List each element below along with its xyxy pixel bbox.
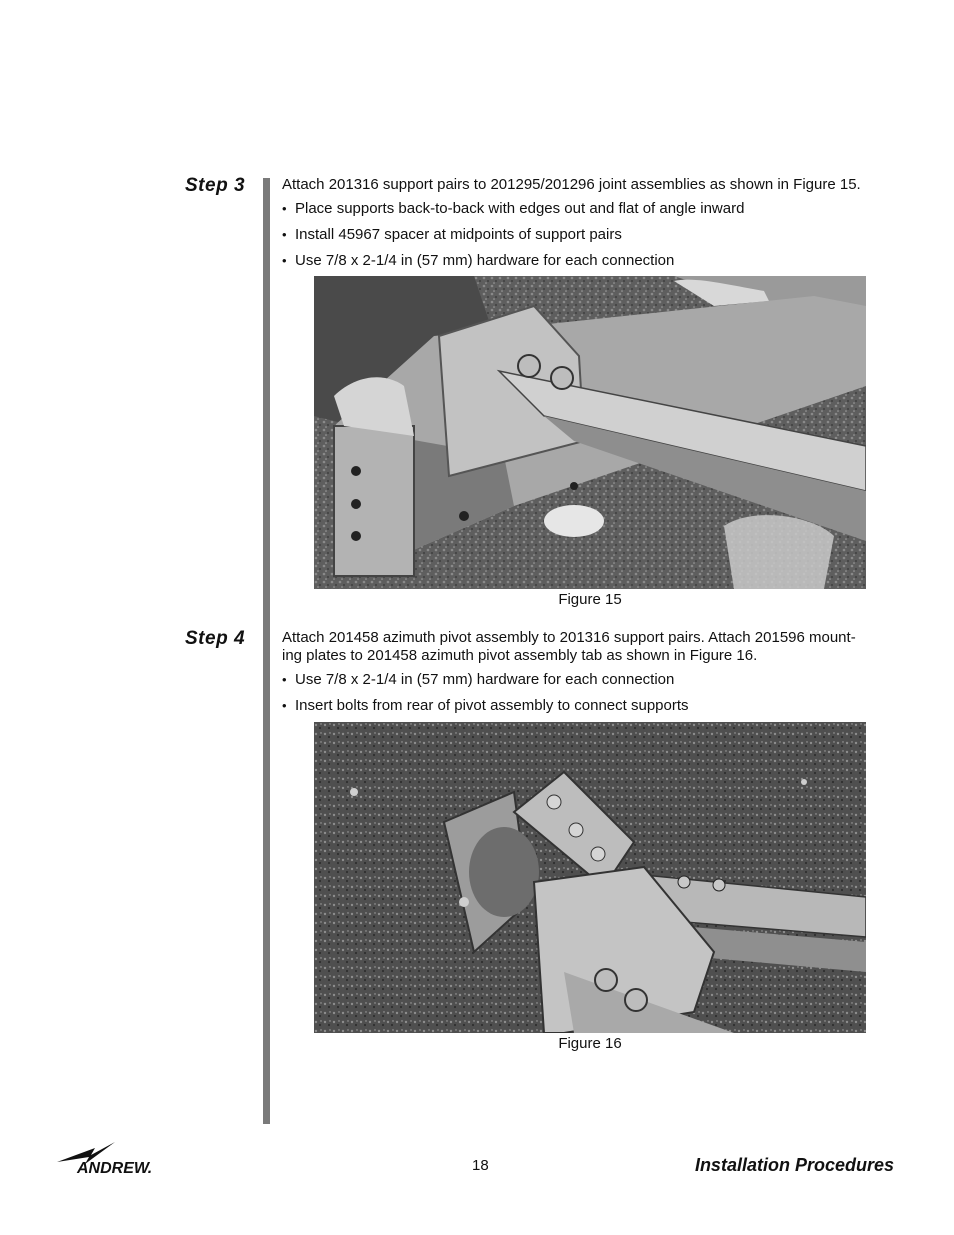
vertical-rule <box>263 178 270 1124</box>
step-3-bullet-2: • Install 45967 spacer at midpoints of support pairs <box>282 226 622 243</box>
step-3-label: Step 3 <box>185 175 246 196</box>
step-3-intro: Attach 201316 support pairs to 201295/201296 joint assemblies as shown in Figure 15. <box>282 176 861 193</box>
bullet-dot: • <box>282 253 287 268</box>
bullet-dot: • <box>282 201 287 216</box>
logo-text: ANDREW. <box>77 1160 153 1177</box>
figure-15-photo <box>314 276 866 589</box>
section-title: Installation Procedures <box>694 1155 894 1175</box>
step-4-intro-line-2: ing plates to 201458 azimuth pivot assembly tab as shown in Figure 16. <box>282 647 758 664</box>
page-number: 18 <box>472 1157 489 1174</box>
figure-16-caption: Figure 16 <box>558 1035 622 1052</box>
bullet-dot: • <box>282 698 287 713</box>
step-4-label: Step 4 <box>185 628 246 649</box>
figure-15-caption: Figure 15 <box>558 591 622 608</box>
step-4-bullet-2: • Insert bolts from rear of pivot assembly to connect supports <box>282 697 689 714</box>
bullet-dot: • <box>282 227 287 242</box>
andrew-logo <box>55 1140 175 1178</box>
figure-16-photo <box>314 722 866 1033</box>
step-3-bullet-1: • Place supports back-to-back with edges out and flat of angle inward <box>282 200 745 217</box>
bullet-dot: • <box>282 672 287 687</box>
step-4-intro-line-1: Attach 201458 azimuth pivot assembly to 201316 support pairs. Attach 201596 mount- <box>282 629 856 646</box>
step-3-bullet-3: • Use 7/8 x 2-1/4 in (57 mm) hardware for each connection <box>282 252 675 269</box>
step-4-bullet-1: • Use 7/8 x 2-1/4 in (57 mm) hardware for each connection <box>282 671 675 688</box>
